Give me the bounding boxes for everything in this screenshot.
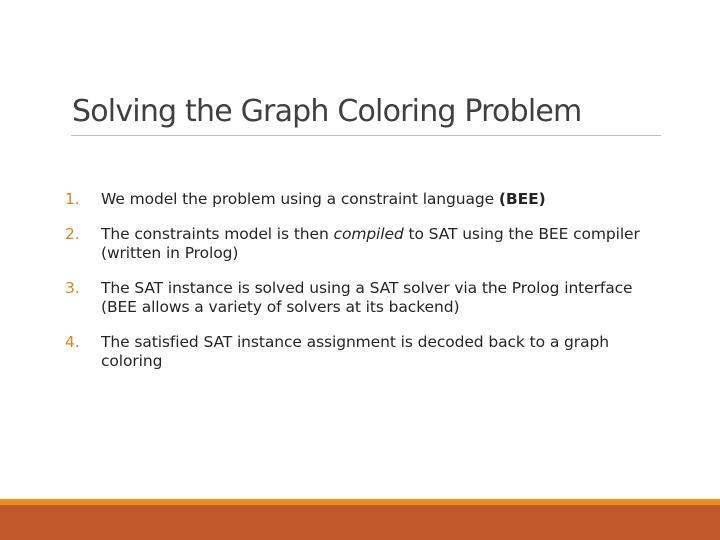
- slide-title: Solving the Graph Coloring Problem: [72, 94, 582, 129]
- list-item: [65, 279, 665, 317]
- text-run: The SAT instance is solved using a SAT solver via the Prolog interface (BEE allows a variety of solvers at its backend): [101, 279, 633, 316]
- list-item: [65, 190, 665, 209]
- list-item-number: 3.: [65, 279, 80, 297]
- bold-text-run: (BEE): [498, 190, 546, 208]
- italic-text-run: compiled: [333, 225, 404, 243]
- text-run: We model the problem using a constraint language: [101, 190, 499, 208]
- list-item-text: [101, 279, 632, 316]
- list-item: [65, 225, 665, 263]
- list-item-number: 1.: [65, 190, 80, 208]
- text-run: The constraints model is then: [101, 225, 334, 243]
- list-item-number: 4.: [65, 333, 80, 351]
- text-run: The satisfied SAT instance assignment is decoded back to a graph coloring: [101, 333, 609, 370]
- numbered-list: [65, 190, 665, 387]
- title-divider: [71, 135, 661, 136]
- list-item-text: [101, 333, 609, 370]
- list-item-number: 2.: [65, 225, 80, 243]
- list-item: [65, 333, 665, 371]
- list-item-text: [101, 190, 546, 208]
- footer-bar: [0, 505, 720, 540]
- list-item-text: [101, 225, 640, 262]
- text-run: to SAT using the BEE compiler (written in Prolog): [101, 225, 640, 262]
